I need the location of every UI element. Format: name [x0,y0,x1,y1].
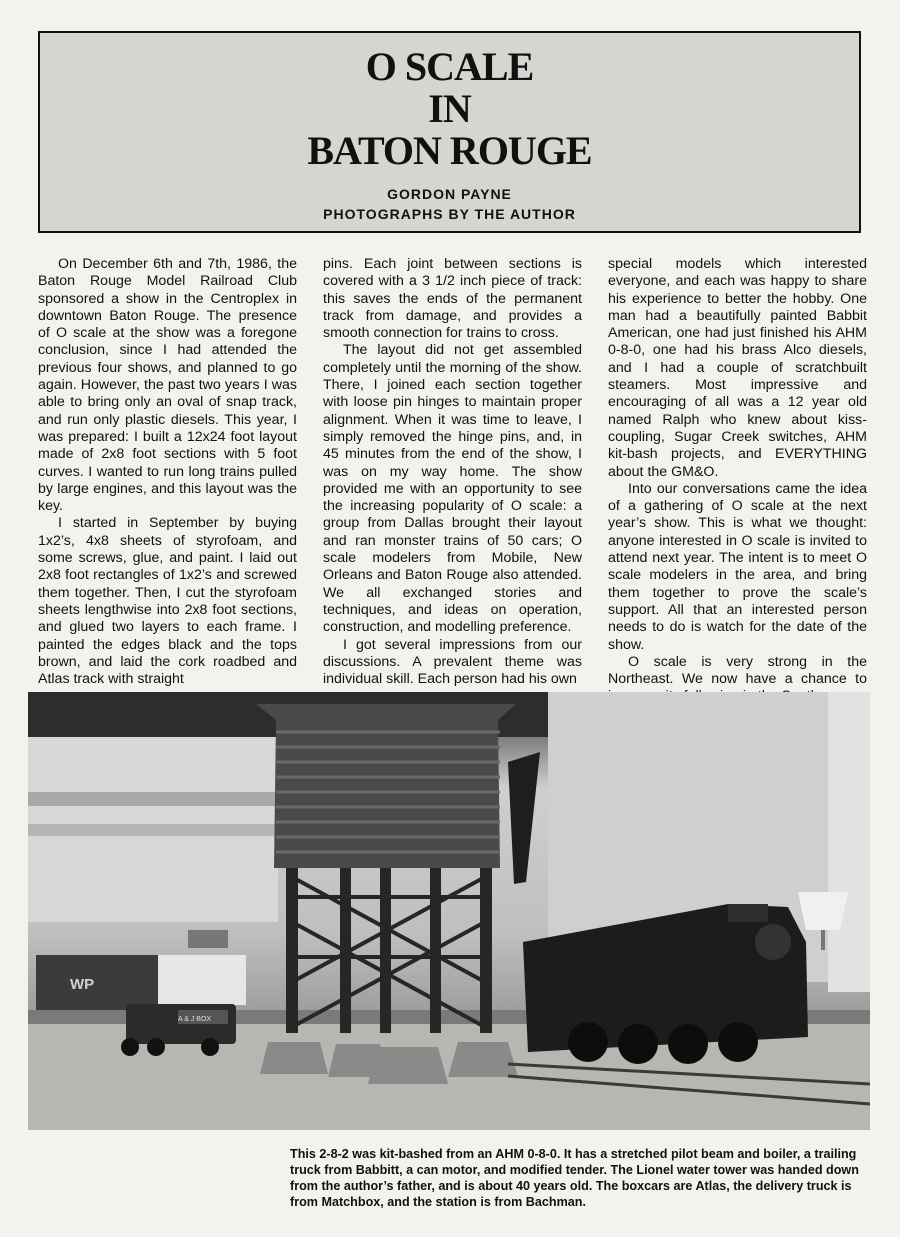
boxcar [36,955,158,1010]
column-3 [608,256,867,688]
author-byline: GORDON PAYNE [387,186,512,202]
paragraph: Into our conversations came the idea of a gathering of O scale at the next year’s show. This is what we thought: anyone interested in O scale is invited to attend next year. The intent is to meet O scale modelers in the area, and bring them together to prove the scale’s support. All that an interested person needs to do is watch for the date of the show. [608,480,867,653]
paragraph: On December 6th and 7th, 1986, the Baton Rouge Model Railroad Club sponsored a show in the Centroplex in downtown Baton Rouge. The presence of O scale at the show was a foregone conclusion, since I had attended the previous four shows, and planned to go again. However, the past two years I was able to bring only an oval of snap track, and run only plastic diesels. This year, I was prepared: I built a 12x24 foot layout made of 2x8 foot sections with 5 foot curves. I wanted to run long trains pulled by large engines, and this layout was the key. [38,256,297,515]
title-line: IN [428,86,471,131]
water-spout [508,752,540,884]
column-2 [323,256,582,688]
paragraph: I started in September by buying 1x2’s, 4x8 sheets of styrofoam, and some screws, glue, and paint. I laid out 2x8 foot rectangles of 1x2’s and screwed them together. Then, I cut the styrofoam sheets lengthwise into 2x8 foot sections, and glued two layers to each frame. I painted the edges black and the tops brown, and laid the cork roadbed and Atlas track with straight [38,515,297,688]
paragraph: special models which interested everyone, and each was happy to share his experience to better the hobby. One man had a beautifully painted Babbit American, one had just finished his AHM 0-8-0, one had his brass Alco diesels, and I had a couple of scratchbuilt steamers. Most impressive and encouraging of all was a 12 year old named Ralph who knew about kiss-coupling, Sugar Creek switches, AHM kit-bash projects, and EVERYTHING about the GM&O. [608,256,867,480]
photo-illustration [28,692,870,1130]
water-tower-tank [256,704,516,868]
boxcar-mark: WP [70,976,95,993]
article-title [40,46,859,172]
title-line: BATON ROUGE [307,128,592,173]
article-body [38,256,868,688]
truck-sign: A & J BOX [178,1016,212,1023]
paragraph: pins. Each joint between sections is covered with a 3 1/2 inch piece of track: this saves the ends of the permanent track from damage, and provides a smooth connection for trains to cross. [323,256,582,342]
photo-caption: This 2-8-2 was kit-bashed from an AHM 0-8-0. It has a stretched pilot beam and boiler, a trailing truck from Babbitt, a can motor, and modified tender. The Lionel water tower was handed down from the author’s father, and is about 40 years old. The boxcars are Atlas, the delivery truck is from Matchbox, and the station is from Bachman. [290,1147,859,1209]
lamp-shade [798,892,848,930]
photo-credit: PHOTOGRAPHS BY THE AUTHOR [323,206,576,222]
column-1 [38,256,297,688]
title-box [38,31,861,233]
layout-photo [28,692,870,1130]
title-line: O SCALE [365,44,534,89]
station-building [158,955,246,1005]
paragraph: The layout did not get assembled completely until the morning of the show. There, I joined each section together with loose pin hinges to maintain proper alignment. When it was time to leave, I simply removed the hinge pins, and, in 45 minutes from the end of the show, I was on my way home. The show provided me with an opportunity to see the increasing popularity of O scale: a group from Dallas brought their layout and ran monster trains of 50 cars; O scale modelers from Mobile, New Orleans and Baton Rouge also attended. We all exchanged stories and techniques, and ideas on operation, construction, and modelling preference. [323,342,582,636]
paragraph: O scale is very strong in the Northeast. We now have a chance to [608,653,867,688]
paragraph: I got several impressions from our discussions. A prevalent theme was individual skill. Each person had his own [323,636,582,688]
